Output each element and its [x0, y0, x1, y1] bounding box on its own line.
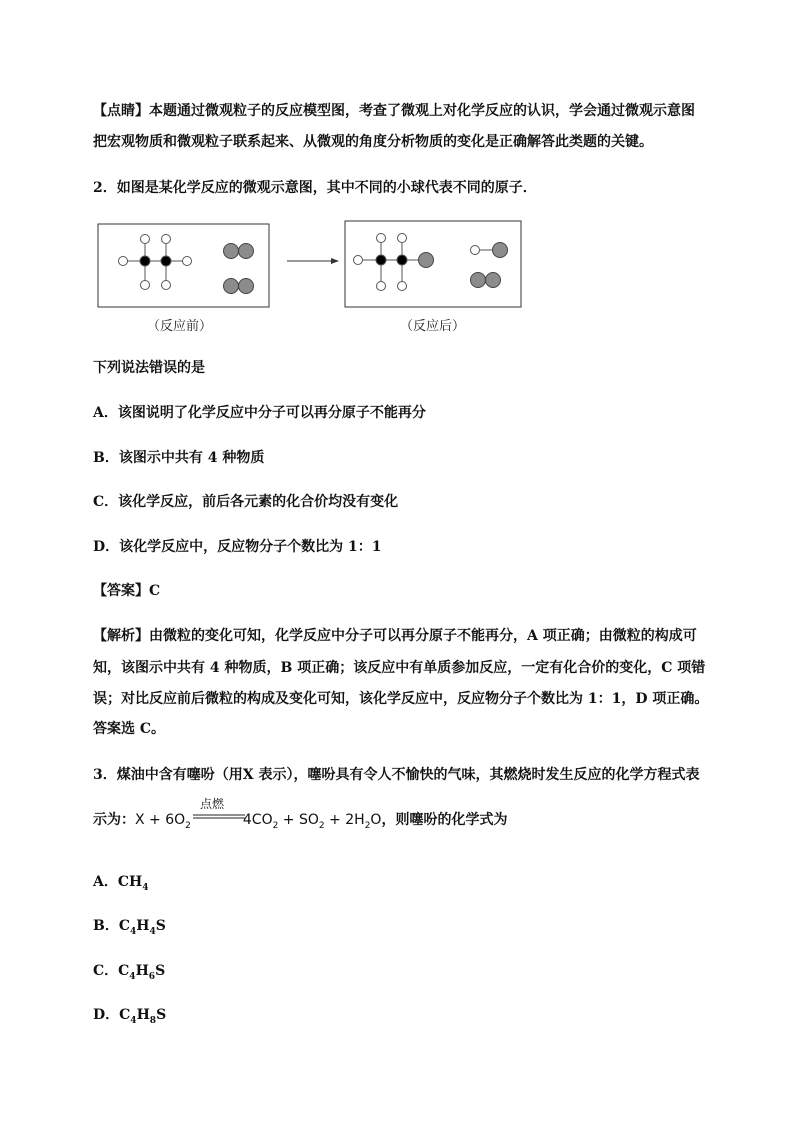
caption-after: （反应后） — [400, 319, 466, 334]
q2-stem: 2．如图是某化学反应的微观示意图，其中不同的小球代表不同的原子． — [93, 180, 537, 196]
eq-prefix: 示为： — [93, 812, 135, 828]
q2-option-a: A．该图说明了化学反应中分子可以再分原子不能再分 — [93, 405, 426, 421]
q2-option-b: B．该图示中共有 4 种物质 — [93, 450, 265, 466]
q3-option-a: A．$CH_4$ — [93, 874, 149, 893]
after-box — [345, 221, 521, 307]
q3-equation-line — [93, 810, 507, 836]
q2-analysis-2: 知，该图示中共有 4 种物质，B 项正确；该反应中有单质参加反应，一定有化合价的变化，C 项错 — [93, 660, 706, 676]
q2-option-d: D．该化学反应中，反应物分子个数比为 1：1 — [93, 539, 382, 555]
eq-double-line — [193, 814, 245, 820]
reaction-arrow — [287, 258, 339, 264]
tip-line-1: 【点睛】本题通过微观粒子的反应模型图，考查了微观上对化学反应的认识，学会通过微观示意图 — [93, 103, 695, 119]
q2-prompt: 下列说法错误的是 — [93, 360, 205, 376]
q3-stem: 3．煤油中含有噻吩（用X 表示），噻吩具有令人不愉快的气味，其燃烧时发生反应的化学方程式表 — [93, 767, 700, 783]
reaction-diagram — [0, 215, 560, 315]
q2-option-c: C．该化学反应，前后各元素的化合价均没有变化 — [93, 494, 399, 510]
q3-option-b: B．$C_4H_4S$ — [93, 918, 166, 937]
caption-before: （反应前） — [147, 319, 213, 334]
eq-suffix: ，则噻吩的化学式为 — [381, 812, 508, 828]
q2-answer: 【答案】C — [93, 583, 161, 599]
eq-right: $4CO_2 + SO_2 + 2H_2O$ — [242, 812, 382, 831]
q3-option-d: D．$C_4H_8S$ — [93, 1007, 167, 1026]
eq-left: $X + 6O_2$ — [135, 812, 191, 831]
eq-condition: 点燃 — [200, 797, 225, 811]
q3-option-c: C．$C_4H_6S$ — [93, 963, 166, 982]
q2-analysis-1: 【解析】由微粒的变化可知，化学反应中分子可以再分原子不能再分，A 项正确；由微粒的构成可 — [93, 628, 697, 644]
q2-analysis-4: 答案选 C。 — [93, 721, 166, 737]
tip-line-2: 把宏观物质和微观粒子联系起来、从微观的角度分析物质的变化是正确解答此类题的关键。 — [93, 134, 653, 150]
q2-analysis-3: 误；对比反应前后微粒的构成及变化可知，该化学反应中，反应物分子个数比为 1：1，D 项正确。 — [93, 691, 709, 707]
